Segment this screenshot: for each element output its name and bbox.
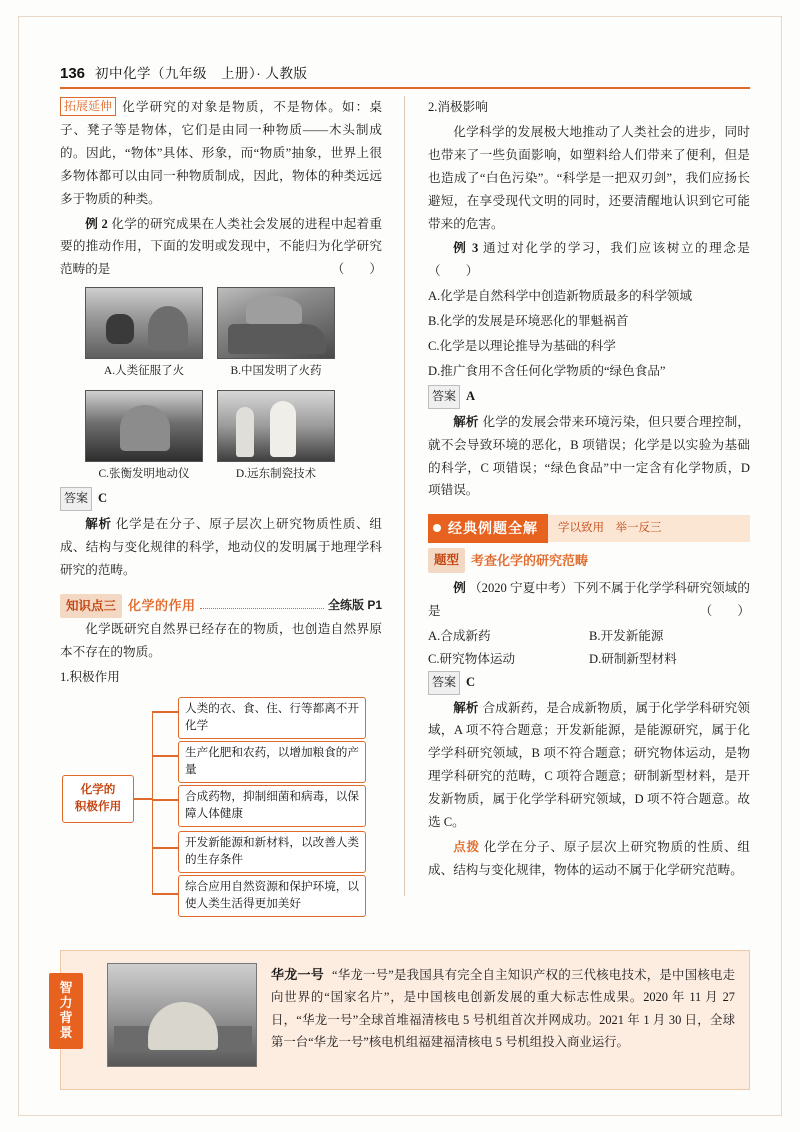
example-source: （2020 宁夏中考）	[469, 581, 574, 596]
example-text: 下列不属于化学学科研究领域的是	[428, 581, 750, 618]
figure-caption: C.张衡发明地动仪	[98, 468, 190, 481]
option-d: D.研制新型材料	[589, 651, 677, 666]
background-knowledge-text	[271, 963, 735, 1077]
answer-value: C	[466, 674, 476, 689]
figure-image-d	[217, 390, 335, 462]
option-c: C.研究物体运动	[428, 651, 516, 666]
mindmap	[60, 697, 378, 912]
options-row-1	[428, 625, 750, 648]
background-knowledge-box	[60, 950, 750, 1090]
example3-text: 通过对化学的学习，我们应该树立的理念是（ ）	[428, 241, 751, 279]
example-blank: （ ）	[699, 603, 750, 618]
figure-image-a	[85, 287, 203, 359]
negative-text: 化学科学的发展极大地推动了人类社会的进步，同时也带来了一些负面影响，如塑料给人们带来了便利，但是也造成了“白色污染”。“科学是一把双刃剑”，我们应扬长避短，在享受现代文明的同时，还要清醒地认识到它可能带来的危害。	[428, 124, 750, 231]
page-number: 136	[60, 65, 86, 82]
type-badge: 题型	[428, 548, 465, 573]
figure-caption: B.中国发明了火药	[230, 365, 322, 378]
options-row-2	[428, 648, 750, 671]
mindmap-arm	[152, 847, 178, 848]
subheading-positive: 1.积极作用	[60, 670, 120, 685]
page-header	[60, 62, 750, 89]
page-title: 初中化学（九年级 上册）· 人教版	[95, 66, 308, 81]
mindmap-node: 生产化肥和农药，以增加粮食的产量	[178, 741, 366, 783]
mindmap-root-line2: 积极作用	[74, 800, 122, 814]
figure-item	[217, 390, 335, 485]
example2-text: 化学的研究成果在人类社会发展的进程中起着重要的推动作用，下面的发明或发现中，不能归为化学研究范畴的是	[60, 216, 383, 277]
example3-option-b: B.化学的发展是环境恶化的罪魁祸首	[428, 314, 629, 329]
example2-blank: （ ）	[331, 262, 382, 277]
example2-answer	[60, 487, 382, 511]
subheading-negative: 2.消极影响	[428, 100, 488, 114]
analysis-label: 解析	[453, 414, 479, 429]
option-b: B.开发新能源	[589, 628, 664, 643]
extend-text: 化学研究的对象是物质，不是物体。如：桌子、凳子等是物体，它们是由同一种物质——木头制成的。因此，“物体”具体、形象，而“物质”抽象，世界上很多物体都可以由同一种物质制成，因此，物体的种类远远多于物质的种类。	[60, 100, 382, 206]
figure-item	[85, 390, 203, 485]
analysis-text: 化学的发展会带来环境污染，但只要合理控制，就不会导致环境的恶化，B 项错误；化学是以实验为基础的科学，C 项错误；“绿色食品”中一定含有化学物质，D 项错误。	[428, 414, 750, 498]
tip-label: 点拨	[453, 839, 480, 854]
example2-label: 例 2	[85, 216, 108, 231]
example-question	[428, 577, 750, 623]
example-label: 例	[453, 581, 466, 596]
analysis-label: 解析	[85, 516, 112, 531]
mindmap-arm	[152, 893, 178, 894]
mindmap-node: 开发新能源和新材料，以改善人类的生存条件	[178, 831, 366, 873]
analysis-text: 合成新药，是合成新物质，属于化学学科研究领域，A 项不符合题意；开发新能源，是能源研究，属于化学学科研究领域，B 项不符合题意；研究物体运动，是物理学科研究的范畴，C 项符合题意；研制新型材料，是开发新物质，属于化学学科研究领域，D 项不符合题意。故选 C。	[428, 700, 750, 830]
example2-question	[60, 213, 382, 282]
analysis-label: 解析	[453, 700, 479, 715]
figure-image-c	[85, 390, 203, 462]
dotted-leader	[200, 599, 324, 609]
example3-question	[428, 237, 750, 283]
figure-caption: D.远东制瓷技术	[235, 468, 317, 481]
banner-title: 经典例题全解	[428, 514, 548, 543]
extend-tag: 拓展延伸	[60, 97, 116, 116]
knowledge-point-badge: 知识点三	[60, 594, 122, 619]
extend-paragraph	[60, 96, 382, 211]
background-knowledge-title: 华龙一号	[271, 967, 324, 982]
mindmap-arm	[152, 799, 178, 800]
knowledge-point-reference: 全练版 P1	[327, 598, 382, 613]
mindmap-node: 合成药物，抑制细菌和病毒，以保障人体健康	[178, 785, 366, 827]
nuclear-plant-photo	[107, 963, 257, 1067]
knowledge-point-heading	[60, 594, 382, 619]
left-column	[60, 96, 382, 912]
example3-option-d: D.推广食用不含任何化学物质的“绿色食品”	[428, 363, 666, 378]
content-columns	[60, 96, 750, 936]
mindmap-root	[62, 775, 134, 823]
answer-label: 答案	[60, 487, 92, 511]
example3-answer	[428, 385, 750, 409]
example-analysis	[428, 697, 750, 834]
type-title: 考查化学的研究范畴	[471, 552, 589, 568]
mindmap-node: 综合应用自然资源和保护环境，以使人类生活得更加美好	[178, 875, 366, 917]
answer-value: A	[466, 388, 476, 403]
example2-analysis	[60, 513, 382, 582]
tip-text: 化学在分子、原子层次上研究物质的性质、组成、结构与变化规律，物体的运动不属于化学研究范畴。	[428, 839, 750, 877]
option-a: A.合成新药	[428, 628, 491, 643]
banner-subtitle: 学以致用 举一反三	[548, 515, 750, 542]
example3-label: 例 3	[453, 241, 479, 256]
figure-item	[217, 287, 335, 382]
background-knowledge-body: “华龙一号”是我国具有完全自主知识产权的三代核电技术，是中国核电走向世界的“国家名片”，是中国核电创新发展的重大标志性成果。2020 年 11 月 27 日，“华龙一号”全球首堆福清核电 5 号机组首次并网成功。2021 年 1 月 30 日，全球第一台“华龙一号”核电机组福建福清核电 5 号机组投入商业运行。	[271, 968, 735, 1050]
mindmap-spine	[152, 711, 153, 893]
answer-label: 答案	[428, 671, 460, 695]
example-answer	[428, 671, 750, 695]
right-column	[428, 96, 750, 884]
example2-figures	[60, 287, 360, 485]
figure-caption: A.人类征服了火	[103, 365, 185, 378]
answer-label: 答案	[428, 385, 460, 409]
tip-paragraph	[428, 836, 750, 882]
analysis-text: 化学是在分子、原子层次上研究物质性质、组成、结构与变化规律的科学，地动仪的发明属于地理学科研究的范畴。	[60, 516, 382, 577]
figure-image-b	[217, 287, 335, 359]
classic-examples-banner	[428, 516, 750, 540]
column-divider	[404, 96, 405, 896]
answer-value: C	[98, 491, 108, 506]
mindmap-stem	[134, 798, 152, 799]
mindmap-node: 人类的衣、食、住、行等都离不开化学	[178, 697, 366, 739]
example3-option-a: A.化学是自然科学中创造新物质最多的科学领域	[428, 289, 693, 304]
knowledge-point-title: 化学的作用	[128, 598, 196, 614]
example3-analysis	[428, 411, 750, 503]
background-knowledge-tab: 智力背景	[49, 973, 83, 1049]
figure-item	[85, 287, 203, 382]
example3-option-c: C.化学是以理论推导为基础的科学	[428, 339, 616, 354]
mindmap-arm	[152, 755, 178, 756]
knowledge-point-body: 化学既研究自然界已经存在的物质，也创造自然界原本不存在的物质。	[60, 622, 382, 660]
mindmap-root-line1: 化学的	[80, 783, 116, 797]
question-type-heading	[428, 548, 750, 573]
mindmap-arm	[152, 711, 178, 712]
